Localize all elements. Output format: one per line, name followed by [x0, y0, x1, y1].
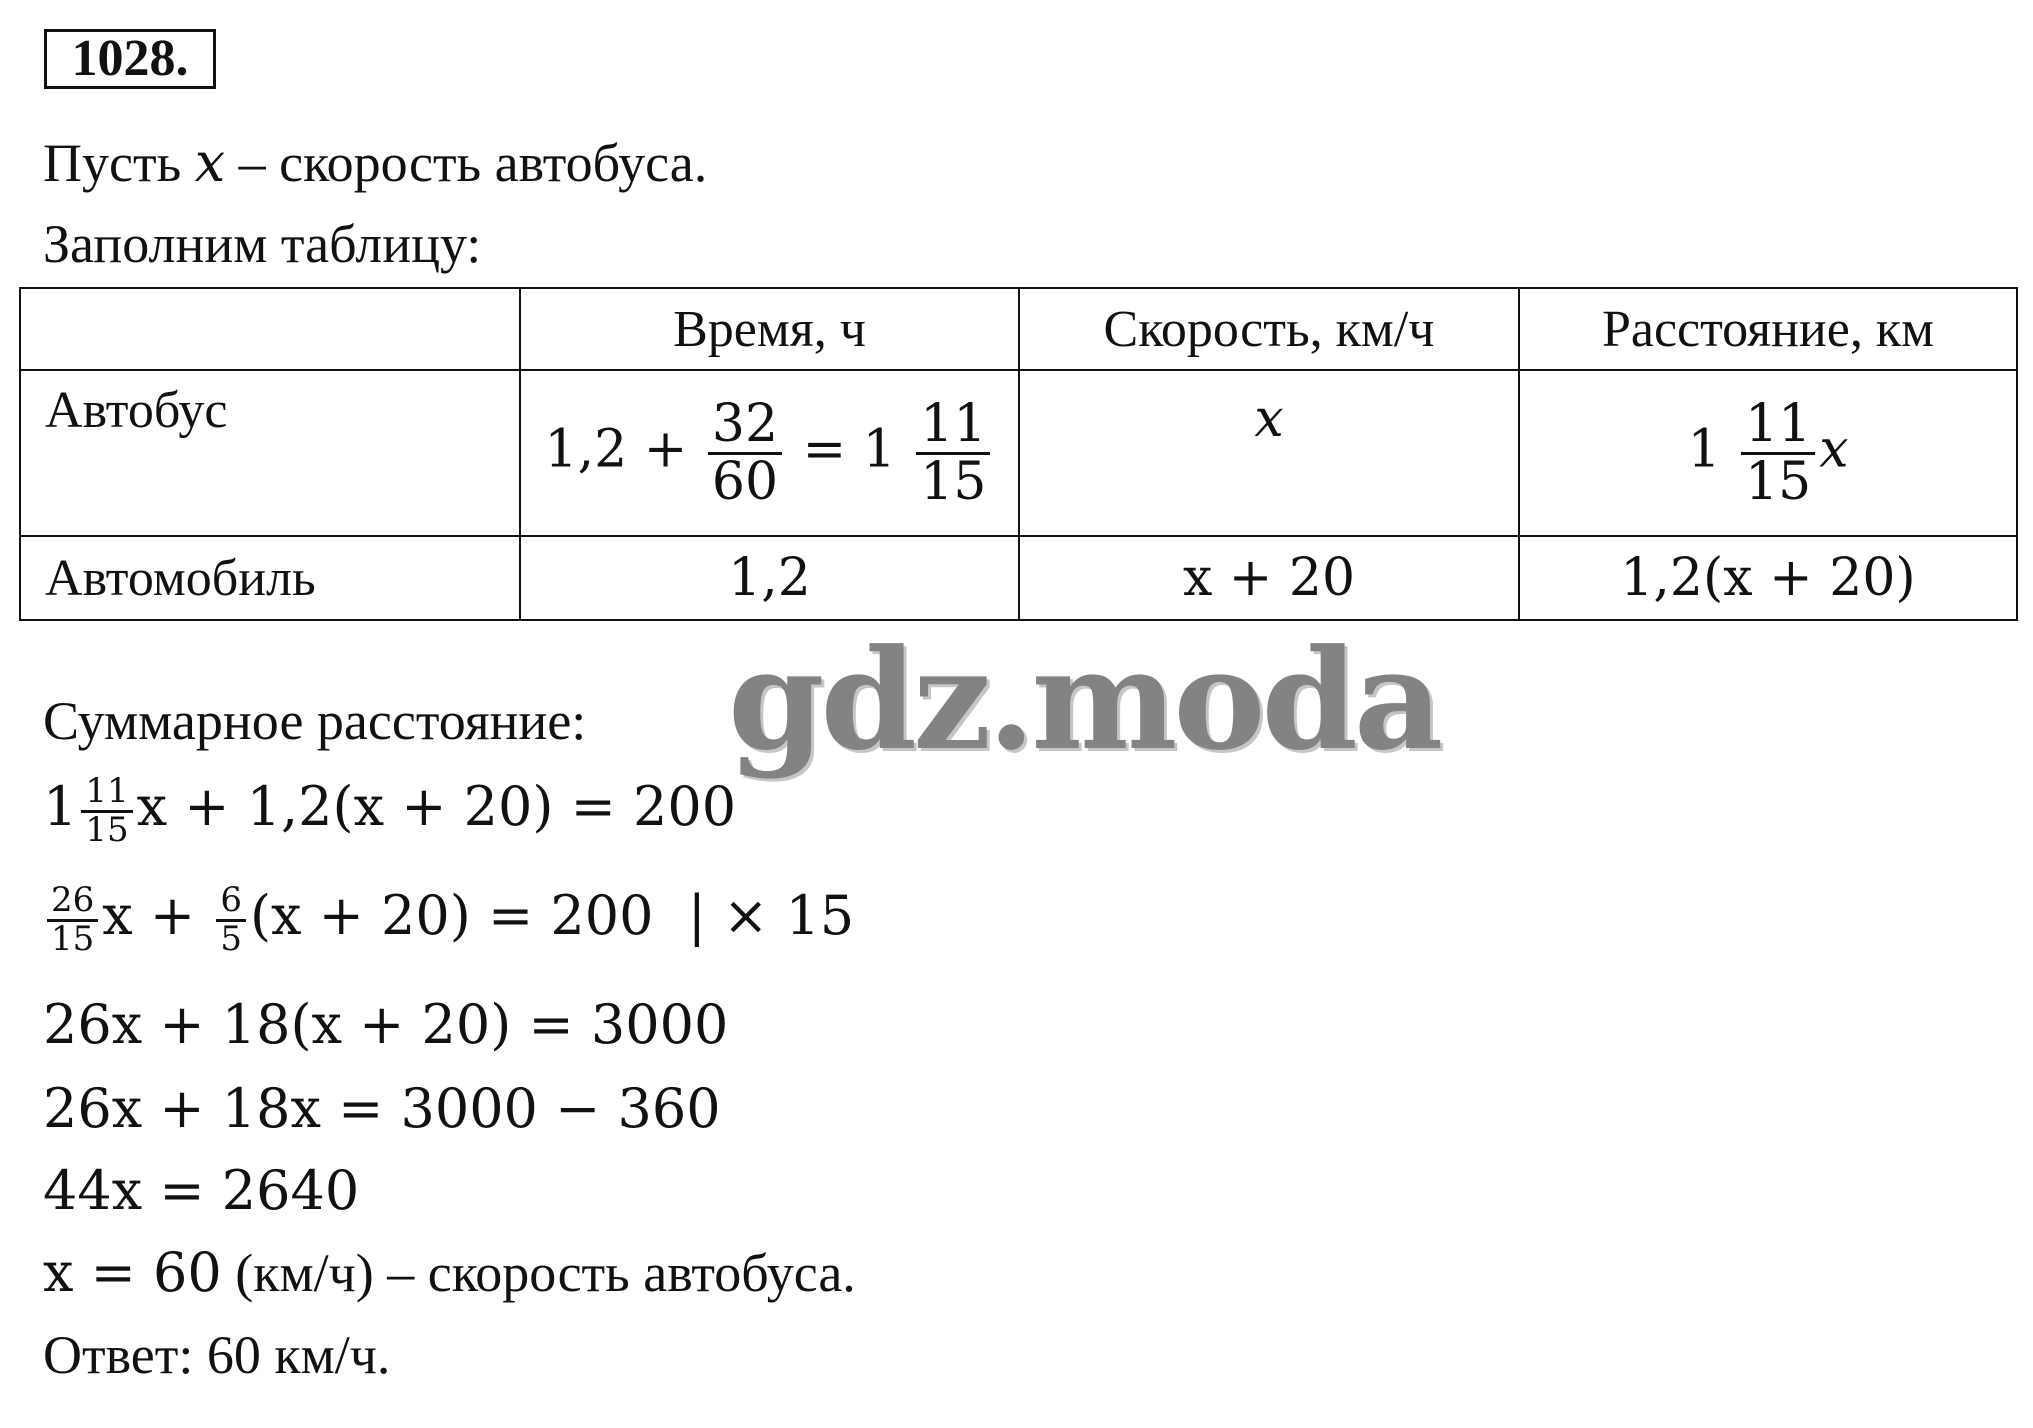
sum-distance-label: Суммарное расстояние: [43, 691, 587, 751]
bus-distance [1519, 370, 2017, 536]
bus-time-pre: 1,2 + [544, 419, 688, 480]
header-distance: Расстояние, км [1519, 288, 2017, 370]
eq2-rest: (x + 20) = 200 | × 15 [249, 884, 855, 948]
fraction-11-15-distance [1741, 393, 1815, 512]
car-speed: x + 20 [1019, 536, 1519, 620]
eq1-fraction [81, 771, 132, 850]
distance-variable: x [1819, 419, 1849, 480]
table-row-car [20, 536, 2017, 620]
answer-line: Ответ: 60 км/ч. [43, 1325, 391, 1385]
eq2-fraction-2 [216, 880, 246, 959]
fraction-denominator: 15 [85, 809, 129, 850]
intro-text-pre: Пусть [43, 133, 195, 193]
eq1-rest: x + 1,2(x + 20) = 200 [136, 775, 737, 839]
distance-whole: 1 [1687, 419, 1721, 480]
bus-time-mid: = 1 [802, 419, 896, 480]
bus-speed: x [1019, 370, 1519, 536]
intro-text-post: – скорость автобуса. [225, 133, 708, 193]
equation-1 [43, 771, 737, 850]
intro-variable: x [194, 131, 226, 194]
task-number: 1028. [44, 29, 216, 89]
fraction-11-15 [916, 393, 990, 512]
bus-time [520, 370, 1019, 536]
eq6-text: (км/ч) – скорость автобуса. [221, 1243, 856, 1303]
car-distance: 1,2(x + 20) [1519, 536, 2017, 620]
equation-5: 44x = 2640 [43, 1159, 360, 1222]
car-time: 1,2 [520, 536, 1019, 620]
motion-table [19, 287, 2018, 621]
fraction-denominator: 15 [51, 918, 95, 959]
table-header-row [20, 288, 2017, 370]
fraction-32-60 [708, 393, 782, 512]
fraction-numerator: 26 [47, 883, 98, 922]
header-time: Время, ч [520, 288, 1019, 370]
eq6-math: x = 60 [43, 1241, 222, 1304]
intro-line-2: Заполним таблицу: [43, 214, 482, 274]
eq2-mid: x + [102, 884, 196, 948]
header-speed: Скорость, км/ч [1019, 288, 1519, 370]
fraction-numerator: 11 [81, 774, 132, 813]
intro-line-1 [43, 131, 708, 194]
eq1-whole: 1 [43, 775, 78, 839]
fraction-numerator: 32 [708, 397, 782, 455]
fraction-denominator: 60 [711, 451, 779, 512]
row-label-bus: Автобус [20, 370, 520, 536]
fraction-numerator: 11 [916, 397, 990, 455]
equation-2 [43, 880, 855, 959]
header-empty [20, 288, 520, 370]
row-label-car: Автомобиль [20, 536, 520, 620]
fraction-numerator: 6 [216, 883, 246, 922]
fraction-denominator: 5 [220, 918, 242, 959]
table-row-bus [20, 370, 2017, 536]
watermark-logo: gdz.moda [728, 618, 1440, 781]
fraction-numerator: 11 [1741, 397, 1815, 455]
fraction-denominator: 15 [920, 451, 987, 512]
equation-3: 26x + 18(x + 20) = 3000 [43, 993, 729, 1056]
equation-6 [43, 1241, 856, 1304]
eq2-fraction-1 [47, 880, 98, 959]
equation-4: 26x + 18x = 3000 − 360 [43, 1077, 721, 1140]
fraction-denominator: 15 [1745, 451, 1812, 512]
